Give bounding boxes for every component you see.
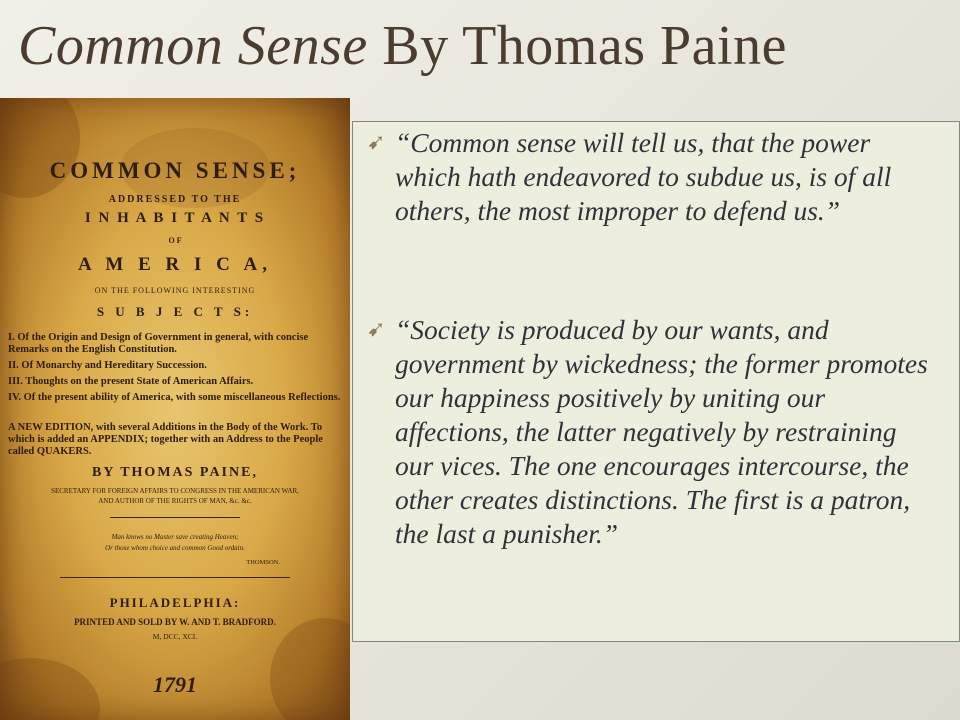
- arrow-bullet-icon: ➹: [367, 130, 386, 155]
- poster-handwritten-year: 1791: [153, 672, 197, 697]
- poster-motto-attribution: THOMSON.: [246, 559, 280, 566]
- quote-panel: [352, 121, 960, 642]
- poster-divider: [110, 517, 240, 518]
- poster-motto-2: Or those whom choice and common Good ordain.: [105, 544, 245, 552]
- poster-item-1: I. Of the Origin and Design of Government in general, with concise Remarks on the English Constitution.: [8, 332, 309, 355]
- poster-america: A M E R I C A,: [77, 254, 273, 275]
- poster-printed: PRINTED AND SOLD BY W. AND T. BRADFORD.: [74, 617, 276, 627]
- poster-item-4: IV. Of the present ability of America, with some miscellaneous Reflections.: [8, 392, 341, 403]
- title-rest-part: By Thomas Paine: [367, 15, 787, 77]
- poster-title: COMMON SENSE;: [49, 158, 301, 183]
- poster-of: O F: [168, 236, 182, 245]
- poster-item-2: II. Of Monarchy and Hereditary Succession.: [8, 360, 207, 371]
- poster-divider: [60, 577, 290, 578]
- poster-item-3: III. Thoughts on the present State of American Affairs.: [8, 376, 254, 387]
- quote-text: “Society is produced by our wants, and government by wickedness; the former promotes our happiness positively by uniting our affections, the latter negatively by restraining our vices. The one encourages intercourse, the other creates distinctions. The first is a patron, the last a punisher.”: [395, 314, 928, 549]
- poster-city: PHILADELPHIA:: [109, 595, 241, 610]
- poster-by: BY THOMAS PAINE,: [92, 465, 258, 480]
- poster-motto-1: Man knows no Master save creating Heaven;: [111, 533, 239, 541]
- poster-author: AND AUTHOR OF THE RIGHTS OF MAN, &c. &c.: [98, 497, 252, 505]
- quote-bullet: [367, 126, 935, 228]
- title-italic-part: Common Sense: [18, 15, 368, 77]
- poster-following: ON THE FOLLOWING INTERESTING: [94, 286, 256, 295]
- poster-secretary: SECRETARY FOR FOREIGN AFFAIRS TO CONGRESS IN THE AMERICAN WAR,: [51, 487, 299, 495]
- quote-text: “Common sense will tell us, that the power which hath endeavored to subdue us, is of all others, the most improper to defend us.”: [395, 127, 892, 226]
- slide-title: [18, 14, 787, 78]
- poster-subjects: S U B J E C T S:: [96, 304, 254, 319]
- quote-bullet: [367, 313, 935, 551]
- poster-edition: A NEW EDITION, with several Additions in the Body of the Work. To which is added an APPENDIX; together with an Address to the People called QUAKERS.: [8, 422, 323, 457]
- arrow-bullet-icon: ➹: [367, 317, 386, 342]
- poster-date: M, DCC, XCI.: [152, 632, 198, 641]
- poster-addressed: ADDRESSED TO THE: [108, 194, 242, 205]
- title-page-image: [0, 98, 350, 720]
- poster-inhabitants: I N H A B I T A N T S: [84, 210, 266, 226]
